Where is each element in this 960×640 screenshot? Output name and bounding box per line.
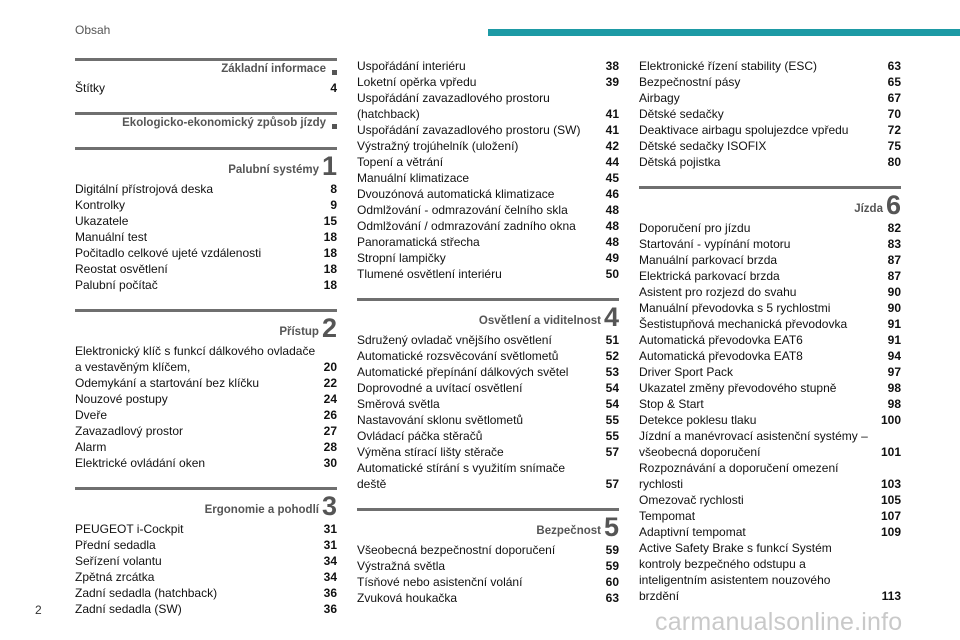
toc-entry-page: 41 — [605, 107, 619, 121]
toc-entry-page: 48 — [605, 219, 619, 233]
toc-entry-page: 54 — [605, 381, 619, 395]
toc-entry-page: 80 — [887, 155, 901, 169]
toc-entry[interactable] — [75, 585, 337, 601]
toc-entry[interactable] — [75, 181, 337, 197]
toc-entry[interactable] — [357, 186, 619, 202]
section-heading — [357, 508, 619, 542]
toc-entry-label: Nastavování sklonu světlometů — [357, 413, 524, 427]
section-title: Základní informace — [221, 62, 326, 75]
toc-entry-label: Seřízení volantu — [75, 554, 162, 568]
toc-entry[interactable] — [357, 460, 619, 492]
chapter-number: 1 — [321, 151, 337, 181]
toc-entry-page: 91 — [887, 317, 901, 331]
toc-entry[interactable] — [75, 375, 337, 391]
toc-column-2 — [357, 58, 619, 622]
toc-entry-page: 34 — [323, 554, 337, 568]
section-heading — [75, 487, 337, 521]
section-title: Jízda — [854, 202, 883, 215]
toc-entry-label: Asistent pro rozjezd do svahu — [639, 285, 797, 299]
toc-entry[interactable] — [75, 455, 337, 471]
toc-entry-page: 60 — [605, 575, 619, 589]
section-items — [357, 58, 619, 282]
toc-entry[interactable] — [639, 460, 901, 492]
toc-entry[interactable] — [357, 74, 619, 90]
toc-entry-label: Šestistupňová mechanická převodovka — [639, 317, 848, 331]
toc-entry-label: Palubní počítač — [75, 278, 158, 292]
toc-entry[interactable] — [75, 213, 337, 229]
toc-entry-label: Topení a větrání — [357, 155, 444, 169]
toc-entry-label: Dětské sedačky ISOFIX — [639, 139, 767, 153]
toc-entry-page: 55 — [605, 429, 619, 443]
section-items — [75, 181, 337, 293]
toc-entry-label: Adaptivní tempomat — [639, 525, 746, 539]
toc-entry-label: Zpětná zrcátka — [75, 570, 155, 584]
section-items — [357, 542, 619, 606]
toc-entry-page: 57 — [605, 477, 619, 491]
toc-entry-label: Ukazatele — [75, 214, 129, 228]
toc-entry-page: 52 — [605, 349, 619, 363]
toc-entry-label: Výstražný trojúhelník (uložení) — [357, 139, 519, 153]
toc-entry-page: 100 — [880, 413, 901, 427]
toc-entry-page: 48 — [605, 235, 619, 249]
toc-entry-page: 103 — [880, 477, 901, 491]
toc-entry[interactable] — [75, 229, 337, 245]
toc-entry-label: Elektronický klíč s funkcí dálkového ovladače a vestavěným klíčem, — [75, 344, 316, 374]
toc-entry-label: Rozpoznávání a doporučení omezení rychlosti — [639, 461, 839, 491]
toc-entry-page: 91 — [887, 333, 901, 347]
toc-entry-page: 18 — [323, 246, 337, 260]
toc-entry-label: Přední sedadla — [75, 538, 156, 552]
section-heading — [75, 58, 337, 77]
toc-entry-page: 63 — [605, 591, 619, 605]
toc-entry-page: 51 — [605, 333, 619, 347]
toc-entry-label: Elektronické řízení stability (ESC) — [639, 59, 818, 73]
section-title: Přístup — [279, 325, 319, 338]
toc-entry-label: Elektrická parkovací brzda — [639, 269, 780, 283]
toc-entry[interactable] — [75, 391, 337, 407]
toc-entry[interactable] — [639, 492, 901, 508]
toc-entry-label: Stropní lampičky — [357, 251, 446, 265]
toc-entry[interactable] — [639, 106, 901, 122]
toc-entry-label: Automatické rozsvěcování světlometů — [357, 349, 559, 363]
toc-entry-label: Reostat osvětlení — [75, 262, 168, 276]
toc-entry-label: Omezovač rychlosti — [639, 493, 744, 507]
toc-entry-label: Nouzové postupy — [75, 392, 168, 406]
section-heading — [75, 309, 337, 343]
toc-entry[interactable] — [357, 574, 619, 590]
section-title: Osvětlení a viditelnost — [478, 314, 601, 327]
toc-entry-label: Zvuková houkačka — [357, 591, 458, 605]
toc-entry-label: Doprovodné a uvítací osvětlení — [357, 381, 523, 395]
toc-entry-label: Alarm — [75, 440, 107, 454]
toc-entry-page: 57 — [605, 445, 619, 459]
toc-entry-page: 8 — [330, 182, 337, 196]
section-items — [75, 521, 337, 617]
toc-entry-page: 67 — [887, 91, 901, 105]
toc-entry-page: 18 — [323, 278, 337, 292]
section-items — [75, 343, 337, 471]
toc-entry-page: 50 — [605, 267, 619, 281]
toc-entry[interactable] — [357, 412, 619, 428]
toc-entry[interactable] — [357, 58, 619, 74]
chapter-number: 3 — [321, 491, 337, 521]
toc-entry[interactable] — [639, 396, 901, 412]
toc-entry-label: Automatická převodovka EAT8 — [639, 349, 803, 363]
toc-entry[interactable] — [357, 250, 619, 266]
section-heading — [75, 147, 337, 181]
toc-entry-page: 54 — [605, 397, 619, 411]
toc-entry-label: Ovládací páčka stěračů — [357, 429, 483, 443]
toc-entry-page: 70 — [887, 107, 901, 121]
section-title: Ekologicko-ekonomický způsob jízdy — [122, 116, 326, 129]
toc-entry-label: Manuální převodovka s 5 rychlostmi — [639, 301, 831, 315]
toc-entry-page: 87 — [887, 253, 901, 267]
toc-entry-label: Digitální přístrojová deska — [75, 182, 214, 196]
toc-entry[interactable] — [639, 154, 901, 170]
toc-entry-label: Panoramatická střecha — [357, 235, 480, 249]
toc-entry-label: Airbagy — [639, 91, 680, 105]
toc-entry[interactable] — [75, 277, 337, 293]
toc-entry-page: 42 — [605, 139, 619, 153]
watermark-text: carmanualsonline.info — [655, 608, 903, 636]
toc-entry[interactable] — [639, 412, 901, 428]
toc-entry-page: 31 — [323, 522, 337, 536]
section-items — [75, 80, 337, 96]
toc-entry-label: Uspořádání interiéru — [357, 59, 466, 73]
toc-entry[interactable] — [639, 58, 901, 74]
toc-entry-page: 27 — [323, 424, 337, 438]
chapter-number: 4 — [603, 302, 619, 332]
toc-entry-page: 97 — [887, 365, 901, 379]
section-heading — [75, 112, 337, 131]
toc-entry-label: Elektrické ovládání oken — [75, 456, 206, 470]
toc-entry-page: 4 — [330, 81, 337, 95]
toc-entry[interactable] — [639, 332, 901, 348]
toc-entry-label: Manuální klimatizace — [357, 171, 470, 185]
toc-entry[interactable] — [639, 236, 901, 252]
toc-entry-page: 105 — [880, 493, 901, 507]
toc-entry[interactable] — [357, 138, 619, 154]
toc-entry-label: Odmlžování - odmrazování čelního skla — [357, 203, 568, 217]
toc-entry-label: Uspořádání zavazadlového prostoru (hatchback) — [357, 91, 550, 121]
toc-entry[interactable] — [639, 348, 901, 364]
toc-entry-page: 39 — [605, 75, 619, 89]
toc-entry[interactable] — [75, 343, 337, 375]
toc-entry-label: Manuální test — [75, 230, 148, 244]
section-items — [639, 58, 901, 170]
section-heading — [357, 298, 619, 332]
toc-entry-page: 44 — [605, 155, 619, 169]
toc-entry-label: Výstražná světla — [357, 559, 446, 573]
toc-entry-label: Manuální parkovací brzda — [639, 253, 778, 267]
toc-entry-label: Dveře — [75, 408, 108, 422]
toc-entry[interactable] — [357, 380, 619, 396]
toc-entry-label: Dvouzónová automatická klimatizace — [357, 187, 555, 201]
toc-entry-page: 18 — [323, 230, 337, 244]
toc-entry[interactable] — [357, 202, 619, 218]
toc-entry-label: Odemykání a startování bez klíčku — [75, 376, 260, 390]
toc-entry[interactable] — [75, 537, 337, 553]
toc-entry[interactable] — [357, 364, 619, 380]
toc-entry-label: Sdružený ovladač vnějšího osvětlení — [357, 333, 552, 347]
toc-entry-page: 18 — [323, 262, 337, 276]
toc-entry[interactable] — [357, 444, 619, 460]
toc-entry[interactable] — [75, 569, 337, 585]
toc-entry-label: Automatická převodovka EAT6 — [639, 333, 803, 347]
toc-entry-page: 53 — [605, 365, 619, 379]
toc-entry[interactable] — [639, 300, 901, 316]
toc-entry[interactable] — [357, 542, 619, 558]
toc-entry[interactable] — [357, 154, 619, 170]
toc-entry-label: Ukazatel změny převodového stupně — [639, 381, 837, 395]
toc-entry-label: Všeobecná bezpečnostní doporučení — [357, 543, 556, 557]
toc-entry-page: 46 — [605, 187, 619, 201]
toc-entry-label: Active Safety Brake s funkcí Systém kontroly bezpečného odstupu a inteligentním asistentem nouzového brzdění — [639, 541, 832, 603]
chapter-number: 2 — [321, 313, 337, 343]
toc-entry-label: Odmlžování / odmrazování zadního okna — [357, 219, 576, 233]
toc-entry-page: 75 — [887, 139, 901, 153]
toc-entry-page: 107 — [880, 509, 901, 523]
section-title: Ergonomie a pohodlí — [204, 503, 319, 516]
toc-column-1 — [75, 58, 337, 633]
toc-entry-label: Doporučení pro jízdu — [639, 221, 751, 235]
toc-entry-label: Automatické přepínání dálkových světel — [357, 365, 569, 379]
toc-entry-page: 34 — [323, 570, 337, 584]
toc-entry[interactable] — [357, 332, 619, 348]
section-title: Palubní systémy — [228, 163, 319, 176]
section-title: Bezpečnost — [536, 524, 601, 537]
toc-entry-page: 59 — [605, 559, 619, 573]
toc-entry-page: 90 — [887, 285, 901, 299]
toc-entry[interactable] — [75, 553, 337, 569]
toc-entry[interactable] — [75, 601, 337, 617]
toc-entry-label: Startování - vypínání motoru — [639, 237, 791, 251]
toc-entry-label: Zadní sedadla (hatchback) — [75, 586, 218, 600]
toc-entry[interactable] — [75, 80, 337, 96]
toc-entry[interactable] — [75, 439, 337, 455]
toc-entry-page: 90 — [887, 301, 901, 315]
toc-entry-label: Automatické stírání s využitím snímače deště — [357, 461, 566, 491]
toc-entry[interactable] — [357, 218, 619, 234]
toc-entry[interactable] — [75, 197, 337, 213]
page-header-title: Obsah — [75, 23, 111, 37]
toc-entry-page: 38 — [605, 59, 619, 73]
toc-entry[interactable] — [639, 268, 901, 284]
toc-entry-page: 30 — [323, 456, 337, 470]
toc-entry[interactable] — [75, 261, 337, 277]
toc-entry-label: Bezpečnostní pásy — [639, 75, 741, 89]
toc-entry[interactable] — [357, 234, 619, 250]
toc-entry[interactable] — [639, 524, 901, 540]
section-items — [639, 220, 901, 604]
toc-entry-label: Uspořádání zavazadlového prostoru (SW) — [357, 123, 581, 137]
toc-entry[interactable] — [75, 245, 337, 261]
toc-entry[interactable] — [357, 122, 619, 138]
toc-entry[interactable] — [75, 423, 337, 439]
toc-entry-page: 65 — [887, 75, 901, 89]
toc-column-3 — [639, 58, 901, 620]
toc-entry-label: Driver Sport Pack — [639, 365, 734, 379]
toc-entry[interactable] — [639, 364, 901, 380]
toc-entry-page: 22 — [323, 376, 337, 390]
toc-entry[interactable] — [639, 380, 901, 396]
toc-entry[interactable] — [75, 521, 337, 537]
toc-entry-page: 63 — [887, 59, 901, 73]
toc-entry[interactable] — [357, 558, 619, 574]
toc-entry-label: Kontrolky — [75, 198, 126, 212]
toc-entry-page: 45 — [605, 171, 619, 185]
toc-entry[interactable] — [639, 508, 901, 524]
toc-entry-label: Směrová světla — [357, 397, 440, 411]
toc-entry[interactable] — [357, 428, 619, 444]
toc-entry[interactable] — [639, 74, 901, 90]
page-number: 2 — [35, 603, 42, 617]
toc-entry-page: 101 — [880, 445, 901, 459]
header-accent-bar — [488, 29, 960, 36]
section-items — [357, 332, 619, 492]
toc-entry-label: PEUGEOT i-Cockpit — [75, 522, 184, 536]
toc-entry-label: Výměna stírací lišty stěrače — [357, 445, 504, 459]
toc-entry[interactable] — [639, 540, 901, 604]
chapter-number: 5 — [603, 512, 619, 542]
toc-entry-page: 15 — [323, 214, 337, 228]
toc-entry[interactable] — [357, 90, 619, 122]
toc-entry[interactable] — [639, 122, 901, 138]
toc-entry-page: 28 — [323, 440, 337, 454]
toc-entry[interactable] — [639, 284, 901, 300]
toc-entry-page: 83 — [887, 237, 901, 251]
toc-entry[interactable] — [639, 220, 901, 236]
toc-entry-page: 31 — [323, 538, 337, 552]
toc-entry[interactable] — [75, 407, 337, 423]
section-heading — [639, 186, 901, 220]
toc-entry[interactable] — [357, 396, 619, 412]
section-square-marker — [332, 70, 337, 75]
toc-entry[interactable] — [639, 252, 901, 268]
toc-entry-label: Loketní opěrka vpředu — [357, 75, 477, 89]
toc-entry-label: Dětské sedačky — [639, 107, 724, 121]
toc-entry-label: Tísňové nebo asistenční volání — [357, 575, 523, 589]
toc-entry[interactable] — [357, 348, 619, 364]
toc-entry-page: 113 — [881, 589, 901, 603]
toc-entry[interactable] — [639, 316, 901, 332]
toc-entry[interactable] — [357, 266, 619, 282]
toc-entry-page: 87 — [887, 269, 901, 283]
toc-entry-page: 48 — [605, 203, 619, 217]
toc-entry-label: Štítky — [75, 81, 106, 95]
toc-entry-label: Zavazadlový prostor — [75, 424, 184, 438]
toc-entry-page: 98 — [887, 381, 901, 395]
toc-entry-label: Deaktivace airbagu spolujezdce vpředu — [639, 123, 849, 137]
toc-entry-page: 41 — [605, 123, 619, 137]
toc-entry-label: Tempomat — [639, 509, 696, 523]
toc-entry-page: 36 — [323, 602, 337, 616]
toc-entry-page: 98 — [887, 397, 901, 411]
toc-entry-page: 36 — [323, 586, 337, 600]
toc-entry-page: 20 — [323, 360, 337, 374]
toc-entry[interactable] — [357, 170, 619, 186]
toc-entry-label: Zadní sedadla (SW) — [75, 602, 182, 616]
toc-entry-label: Detekce poklesu tlaku — [639, 413, 757, 427]
toc-entry-page: 82 — [887, 221, 901, 235]
toc-entry-label: Dětská pojistka — [639, 155, 721, 169]
toc-entry-page: 49 — [605, 251, 619, 265]
toc-entry-page: 109 — [880, 525, 901, 539]
toc-entry[interactable] — [639, 138, 901, 154]
toc-entry-label: Jízdní a manévrovací asistenční systémy – všeobecná doporučení — [639, 429, 868, 459]
chapter-number: 6 — [885, 190, 901, 220]
toc-entry[interactable] — [357, 590, 619, 606]
toc-entry-page: 55 — [605, 413, 619, 427]
toc-entry-page: 24 — [323, 392, 337, 406]
section-square-marker — [332, 124, 337, 129]
toc-entry-label: Počitadlo celkové ujeté vzdálenosti — [75, 246, 262, 260]
toc-entry[interactable] — [639, 90, 901, 106]
toc-entry-label: Tlumené osvětlení interiéru — [357, 267, 502, 281]
toc-entry-page: 59 — [605, 543, 619, 557]
toc-entry-page: 9 — [330, 198, 337, 212]
toc-entry-page: 26 — [323, 408, 337, 422]
toc-entry-label: Stop & Start — [639, 397, 704, 411]
toc-entry-page: 72 — [887, 123, 901, 137]
toc-entry-page: 94 — [887, 349, 901, 363]
toc-entry[interactable] — [639, 428, 901, 460]
